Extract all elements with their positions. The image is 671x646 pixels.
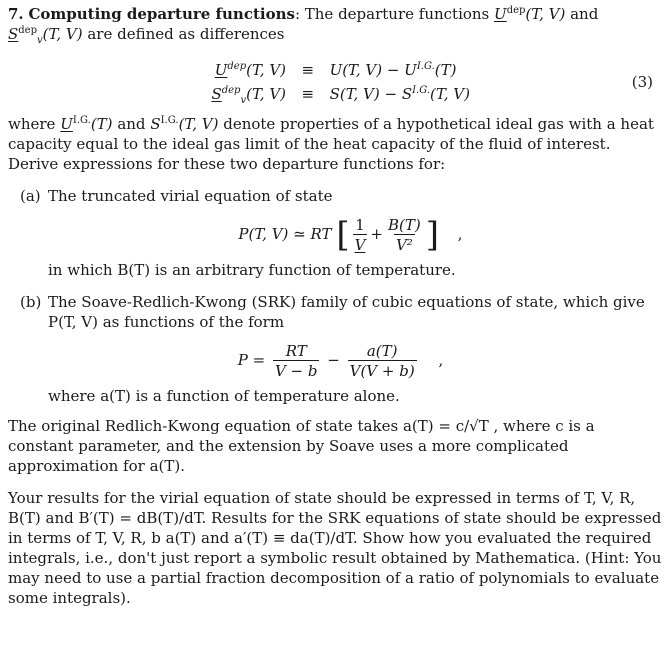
problem-intro [8,4,638,44]
eq1-lhs-args: (T, V) [246,61,286,79]
paragraph-redlich-kwong: The original Redlich-Kwong equation of state takes a(T) = c/√T , where c is a constant parameter, and the extension by Soave uses a more complicated approximation for a(T). [8,417,595,475]
s-dep-sub: v [37,35,43,46]
part-a-note: in which B(T) is an arbitrary function of temperature. [48,261,456,279]
srk-lhs: P = [237,351,266,369]
problem-title: Computing departure functions [28,5,295,23]
srk-frac-2 [348,342,417,380]
where-u-args: (T) [90,115,113,133]
eq2-rhs: S(T, V) − S [329,85,413,103]
srk-frac-2-den: V(V + b) [349,362,415,380]
eq2-lhs-sup: dep [221,85,241,96]
eq2-lhs-symbol: S [211,85,222,103]
virial-trail: , [457,225,463,243]
where-paragraph [8,114,663,174]
virial-frac-2-num: B(T) [388,216,421,234]
part-b-note: where a(T) is a function of temperature alone. [48,387,400,405]
srk-frac-1 [273,342,320,380]
srk-frac-2-num: a(T) [366,342,398,360]
eq1-rhs: U(T, V) − U [329,61,417,79]
part-b-label: (b) [20,293,42,311]
eq1-lhs-sup: dep [227,61,247,72]
eq2-rhs-args: (T, V) [430,85,470,103]
virial-left-bracket: [ [336,215,350,255]
virial-right-bracket: ] [425,215,439,255]
srk-minus: − [327,351,340,369]
problem-number: 7. [8,5,24,23]
part-a [8,186,663,206]
eq2-rhs-sup: I.G. [412,85,431,96]
virial-frac-1-den: V [354,236,366,254]
virial-frac-1 [353,216,368,254]
s-dep-symbol: S [8,25,19,43]
equation-number: (3) [631,73,653,91]
virial-lhs: P(T, V) ≃ RT [238,225,332,243]
part-b-text: The Soave-Redlich-Kwong (SRK) family of cubic equations of state, which give P(T, V) as functions of the form [48,293,645,331]
eq1-rhs-sup: I.G. [416,61,435,72]
eq2-lhs-sub: v [240,95,247,106]
where-u-sup: I.G. [72,115,91,126]
eq1-rhs-args: (T) [434,61,457,79]
virial-frac-2 [386,216,423,254]
intro-and: and [570,5,599,23]
s-dep-sup: dep [18,25,38,36]
srk-frac-1-num: RT [285,342,307,360]
eq2-equiv: ≡ [301,85,315,103]
part-a-label: (a) [20,187,41,205]
u-dep-sup: dep [506,5,526,16]
eq1-lhs-symbol: U [214,61,228,79]
virial-equation [8,216,663,254]
equation-3 [8,60,663,106]
paragraph-results: Your results for the virial equation of state should be expressed in terms of T, V, R, B(T) and B′(T) = dB(T)/dT. Results for the SRK equations of state should be expressed in terms of T, V, R, b a(T) and a′(T) ≡ da(T)/dT. Show how you evaluated the required integrals, i.e., don't just report a symbolic result obtained by Mathematica. (Hint: You may need to use a partial fraction decomposition of a ratio of polynomials to evaluate some integrals). [8,489,662,607]
equation-s-dep [196,84,470,104]
srk-equation [8,342,663,380]
intro-text-2: are defined as differences [87,25,285,43]
where-s-sup: I.G. [160,115,179,126]
where-s-args: (T, V) [178,115,219,133]
eq2-lhs-args: (T, V) [246,85,286,103]
u-dep-symbol: U [494,5,507,23]
where-text-2: denote properties of a hypothetical ideal gas with a heat capacity equal to the ideal gas limit of the heat capacity of the fluid of interest. Derive expressions for these two departure functions for: [8,115,654,173]
virial-plus: + [370,225,383,243]
where-and: and [117,115,146,133]
where-u-symbol: U [60,115,73,133]
where-s-symbol: S [150,115,161,133]
part-b [8,292,663,332]
srk-trail: , [438,351,444,369]
virial-frac-1-num: 1 [355,216,365,234]
virial-frac-2-den: V² [395,236,413,254]
srk-frac-1-den: V − b [274,362,318,380]
u-dep-args: (T, V) [525,5,566,23]
equation-u-dep [196,60,457,80]
intro-text-1: : The departure functions [294,5,490,23]
part-a-text: The truncated virial equation of state [48,187,333,205]
s-dep-args: (T, V) [42,25,83,43]
where-text-1: where [8,115,56,133]
eq1-equiv: ≡ [301,61,315,79]
